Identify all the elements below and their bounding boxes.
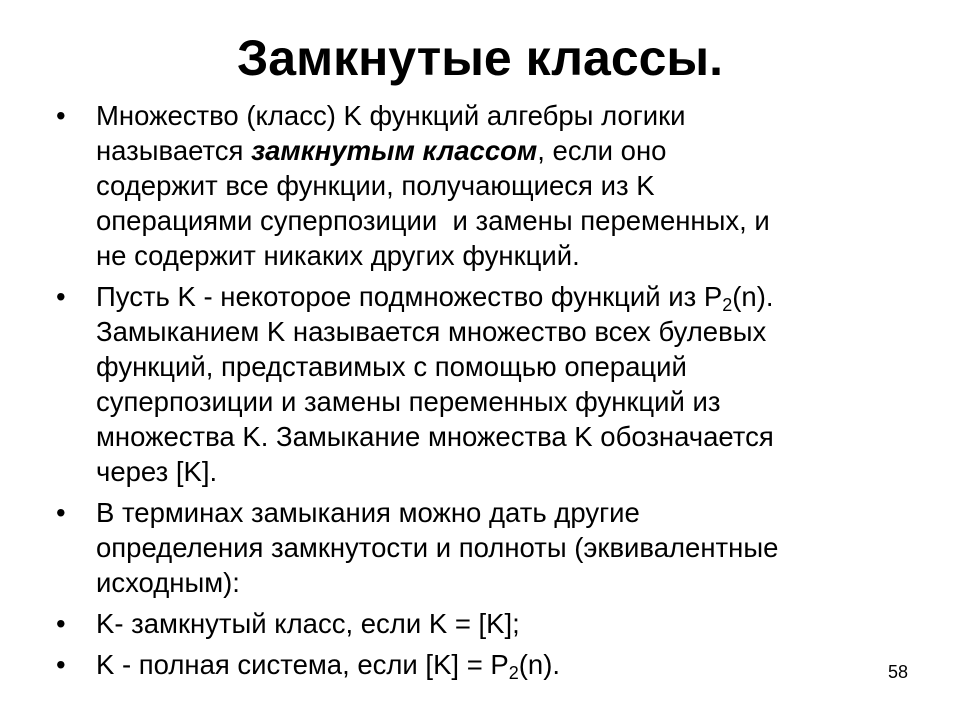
bullet-line — [96, 279, 916, 314]
bullet-line: определения замкнутости и полноты (эквивалентные — [96, 532, 779, 563]
subscript: 2 — [722, 295, 733, 315]
bullet-line: Множество (класс) K функций алгебры логики — [96, 100, 686, 131]
bullet-line — [96, 133, 916, 168]
bullet-marker: • — [56, 281, 66, 312]
bullet-marker: • — [56, 497, 66, 528]
bullet-item — [56, 647, 916, 682]
bullet-item — [56, 279, 916, 489]
bullet-marker: • — [56, 649, 66, 680]
text-fragment: называется — [96, 135, 252, 166]
bullet-line: операциями суперпозиции и замены переменных, и — [96, 205, 770, 236]
bullet-line: функций, представимых с помощью операций — [96, 351, 687, 382]
bullet-item — [56, 495, 916, 600]
bullet-line: исходным): — [96, 567, 240, 598]
bullet-line: суперпозиции и замены переменных функций из — [96, 386, 721, 417]
text-fragment: (n). — [518, 649, 561, 680]
bullet-line: K- замкнутый класс, если K = [K]; — [96, 608, 520, 639]
bullet-line: не содержит никаких других функций. — [96, 240, 580, 271]
page-number: 58 — [887, 662, 908, 682]
bullet-line: множества K. Замыкание множества K обозначается — [96, 421, 774, 452]
text-fragment: K - полная система, если [K] = P — [96, 649, 509, 680]
bullet-list — [56, 98, 916, 688]
text-fragment: Пусть K - некоторое подмножество функций из P — [96, 281, 723, 312]
bullet-item — [56, 606, 916, 641]
text-fragment: (n). — [732, 281, 774, 312]
slide-title: Замкнутые классы. — [236, 30, 724, 86]
bullet-line: через [K]. — [96, 456, 218, 487]
text-fragment: , если оно — [537, 135, 667, 166]
bullet-item — [56, 98, 916, 273]
bullet-marker: • — [56, 100, 66, 131]
bullet-line: Замыканием K называется множество всех булевых — [96, 316, 767, 347]
bullet-line: содержит все функции, получающиеся из K — [96, 170, 655, 201]
bullet-line — [96, 647, 916, 682]
subscript: 2 — [508, 663, 519, 683]
emphasized-term: замкнутым классом — [251, 135, 538, 166]
bullet-line: В терминах замыкания можно дать другие — [96, 497, 640, 528]
bullet-marker: • — [56, 608, 66, 639]
